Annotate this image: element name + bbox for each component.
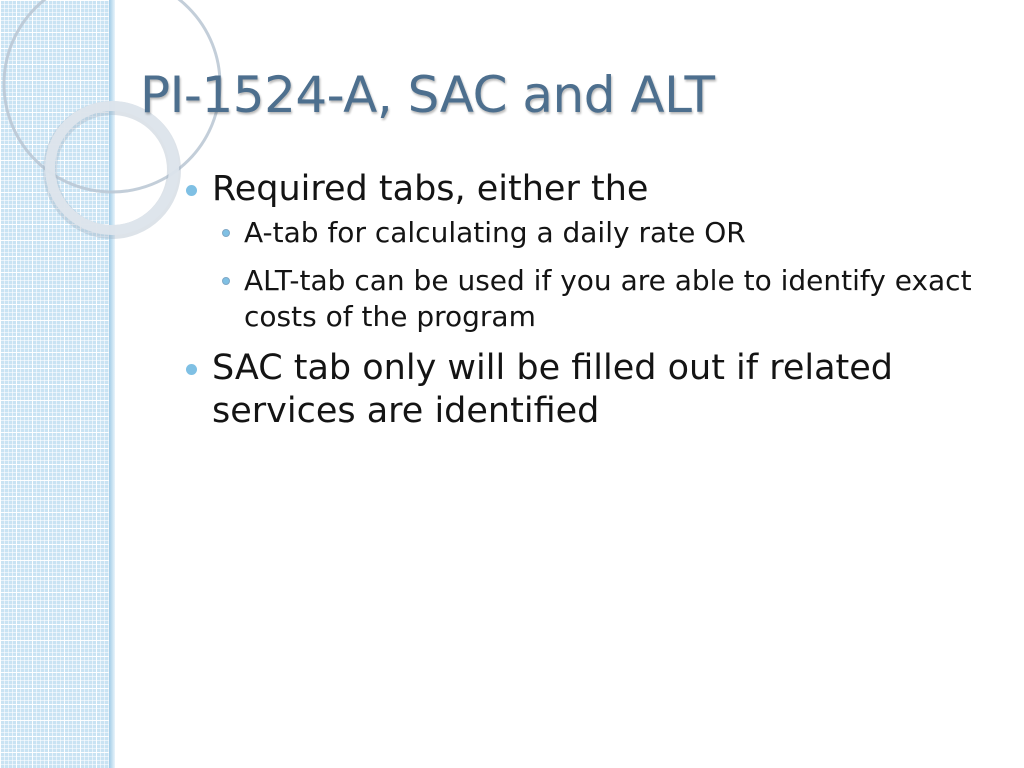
bullet-text: SAC tab only will be filled out if related services are identified <box>212 348 894 431</box>
ring-bullet-icon <box>222 229 230 237</box>
sub-bullet-item <box>212 263 1000 335</box>
sub-bullet-item <box>212 215 1000 251</box>
bullet-list <box>180 168 1000 441</box>
ring-bullet-icon <box>222 277 230 285</box>
bullet-dot-icon <box>186 185 197 196</box>
bullet-text: Required tabs, either the <box>212 169 649 209</box>
slide-title: PI-1524-A, SAC and ALT <box>140 66 715 124</box>
bullet-item <box>180 168 1000 335</box>
small-ring <box>50 106 174 230</box>
bullet-dot-icon <box>186 364 197 375</box>
bullet-item <box>180 347 1000 433</box>
sub-bullet-text: A-tab for calculating a daily rate OR <box>244 216 746 249</box>
sub-bullet-list <box>212 215 1000 335</box>
sub-bullet-text: ALT-tab can be used if you are able to identify exact costs of the program <box>244 264 972 333</box>
